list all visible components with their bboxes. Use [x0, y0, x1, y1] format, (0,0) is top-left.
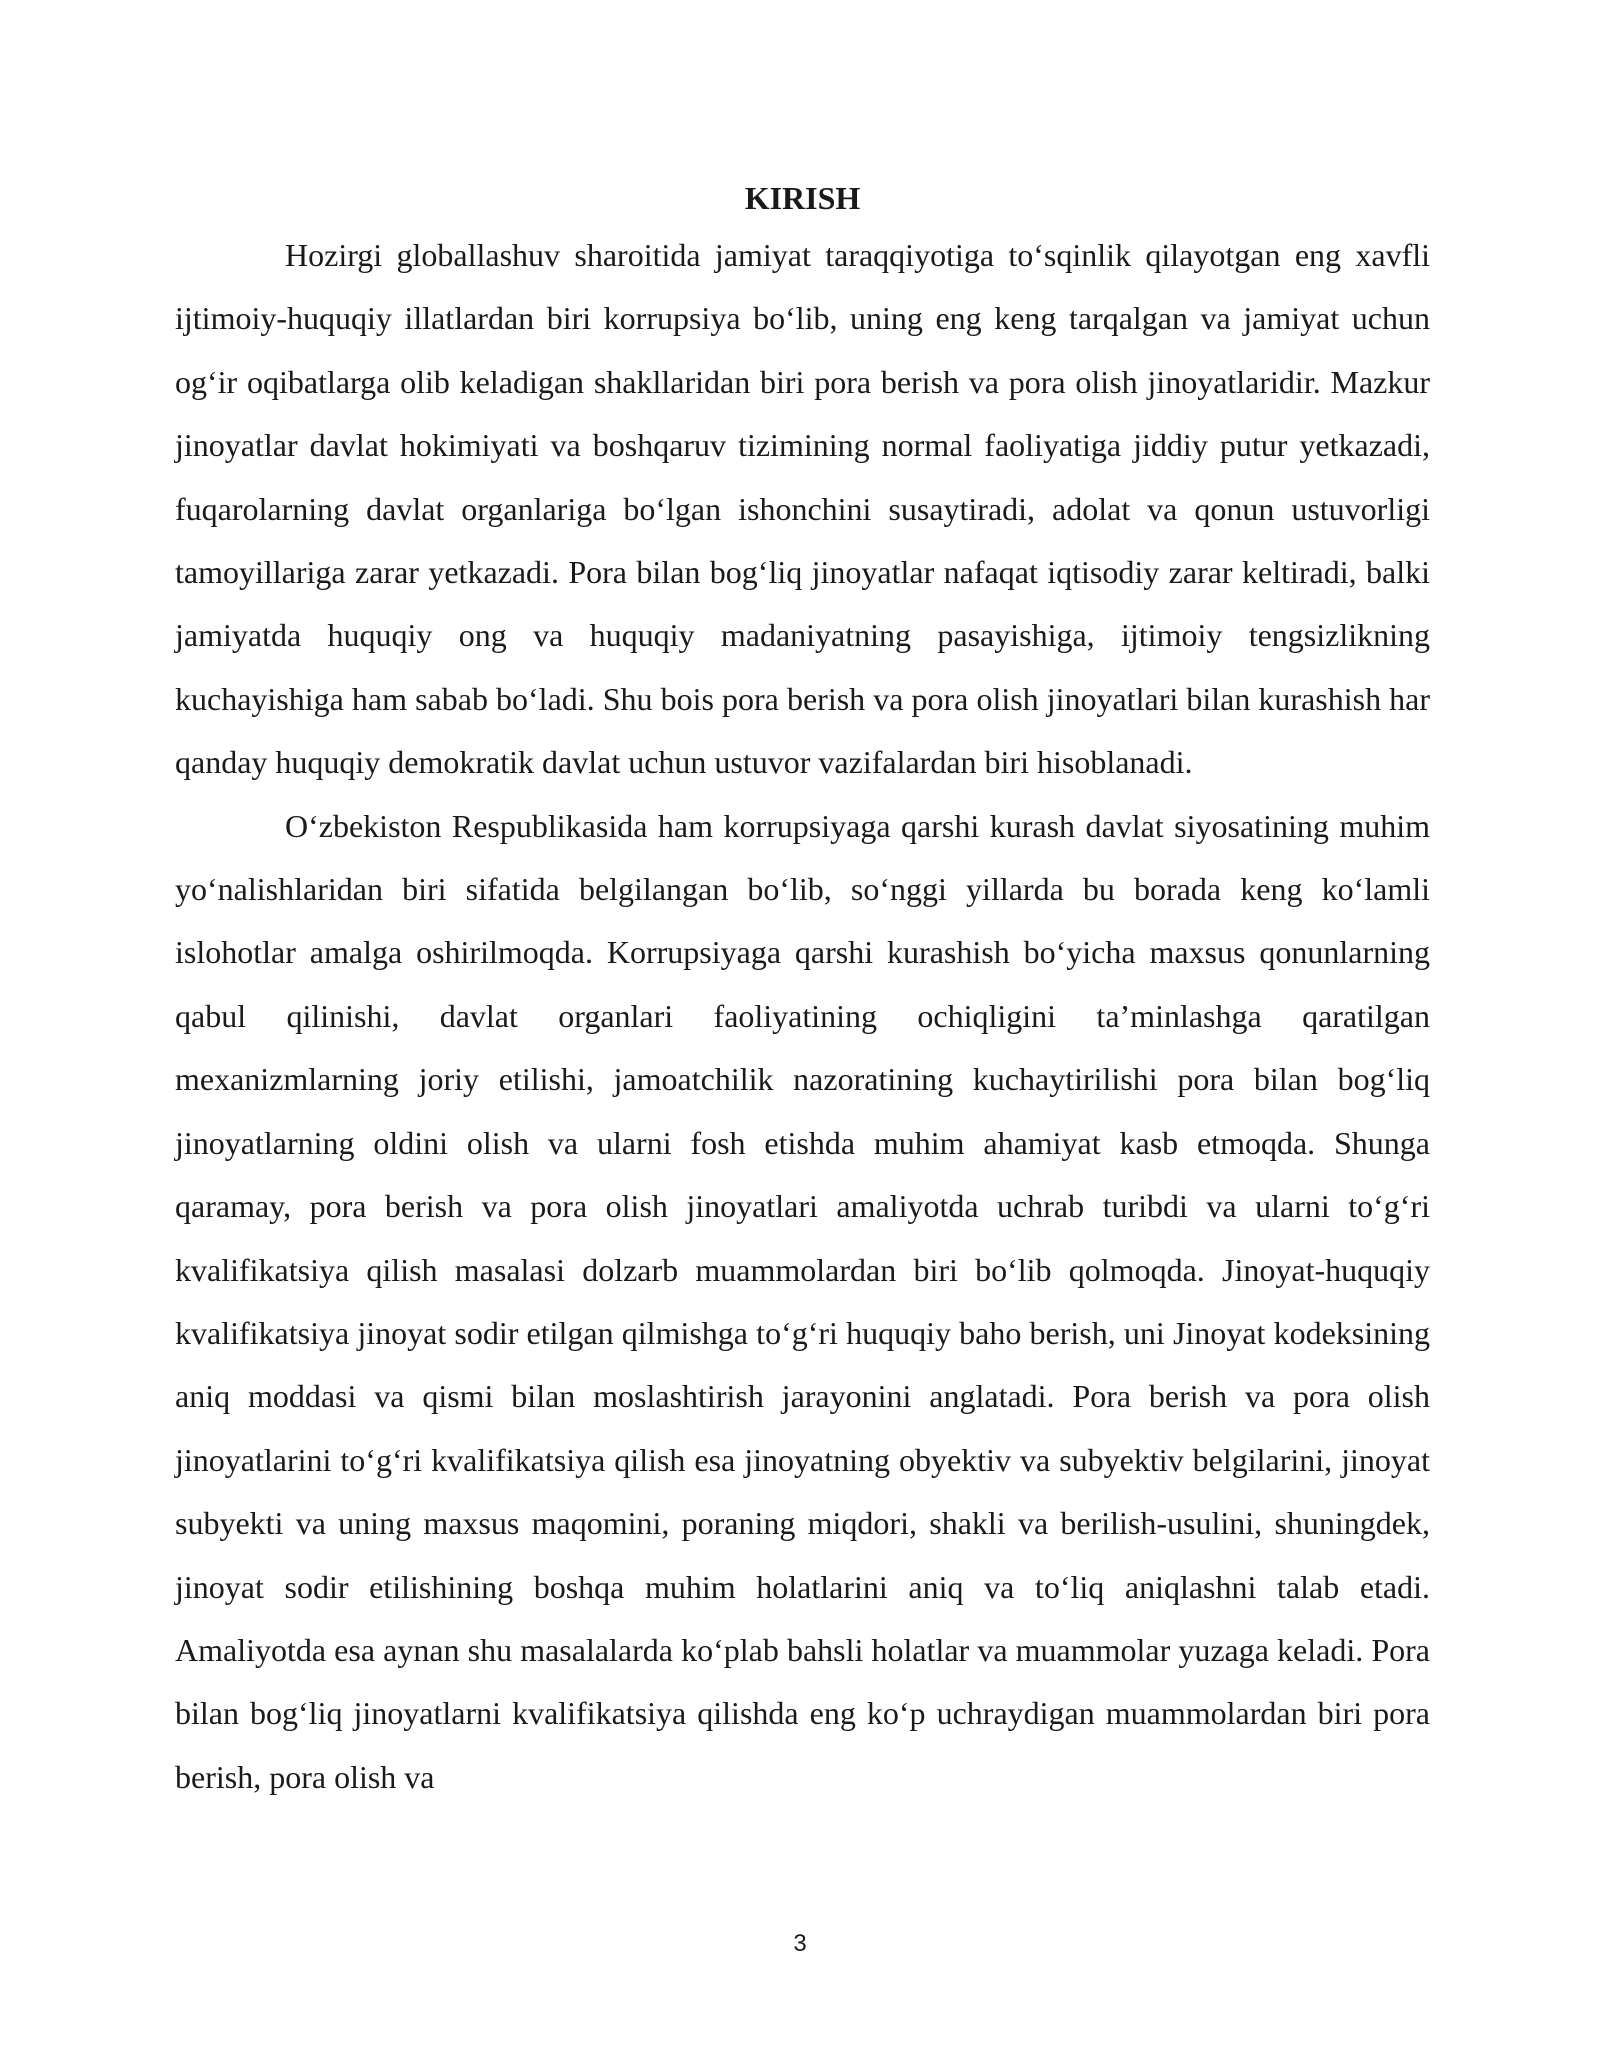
page-title: KIRISH [744, 180, 861, 216]
paragraph-1: Hozirgi globallashuv sharoitida jamiyat taraqqiyotiga to‘sqinlik qilayotgan eng xavfli ijtimoiy-huquqiy illatlardan biri korrupsiya bo‘lib, uning eng keng tarqalgan va jamiyat uchun og‘ir oqibatlarga olib keladigan shakllaridan biri pora berish va pora olish jinoyatlaridir. Mazkur jinoyatlar davlat hokimiyati va boshqaruv tizimining normal faoliyatiga jiddiy putur yetkazadi, fuqarolarning davlat organlariga bo‘lgan ishonchini susaytiradi, adolat va qonun ustuvorligi tamoyillariga zarar yetkazadi. Pora bilan bog‘liq jinoyatlar nafaqat iqtisodiy zarar keltiradi, balki jamiyatda huquqiy ong va huquqiy madaniyatning pasayishiga, ijtimoiy tengsizlikning kuchayishiga ham sabab bo‘ladi. Shu bois pora berish va pora olish jinoyatlari bilan kurashish har qanday huquqiy demokratik davlat uchun ustuvor vazifalardan biri hisoblanadi. [175, 237, 1430, 781]
document-body [175, 172, 1430, 1809]
paragraph-2: O‘zbekiston Respublikasida ham korrupsiyaga qarshi kurash davlat siyosatining muhim yo‘nalishlaridan biri sifatida belgilangan bo‘lib, so‘nggi yillarda bu borada keng ko‘lamli islohotlar amalga oshirilmoqda. Korrupsiyaga qarshi kurashish bo‘yicha maxsus qonunlarning qabul qilinishi, davlat organlari faoliyatining ochiqligini ta’minlashga qaratilgan mexanizmlarning joriy etilishi, jamoatchilik nazoratining kuchaytirilishi pora bilan bog‘liq jinoyatlarning oldini olish va ularni fosh etishda muhim ahamiyat kasb etmoqda. Shunga qaramay, pora berish va pora olish jinoyatlari amaliyotda uchrab turibdi va ularni to‘g‘ri kvalifikatsiya qilish masalasi dolzarb muammolardan biri bo‘lib qolmoqda. Jinoyat-huquqiy kvalifikatsiya jinoyat sodir etilgan qilmishga to‘g‘ri huquqiy baho berish, uni Jinoyat kodeksining aniq moddasi va qismi bilan moslashtirish jarayonini anglatadi. Pora berish va pora olish jinoyatlarini to‘g‘ri kvalifikatsiya qilish esa jinoyatning obyektiv va subyektiv belgilarini, jinoyat subyekti va uning maxsus maqomini, poraning miqdori, shakli va berilish-usulini, shuningdek, jinoyat sodir etilishining boshqa muhim holatlarini aniq va to‘liq aniqlashni talab etadi. Amaliyotda esa aynan shu masalalarda ko‘plab bahsli holatlar va muammolar yuzaga keladi. Pora bilan bog‘liq jinoyatlarni kvalifikatsiya qilishda eng ko‘p uchraydigan muammolardan biri pora berish, pora olish va [175, 807, 1430, 1795]
page-number: 3 [793, 1930, 807, 1957]
